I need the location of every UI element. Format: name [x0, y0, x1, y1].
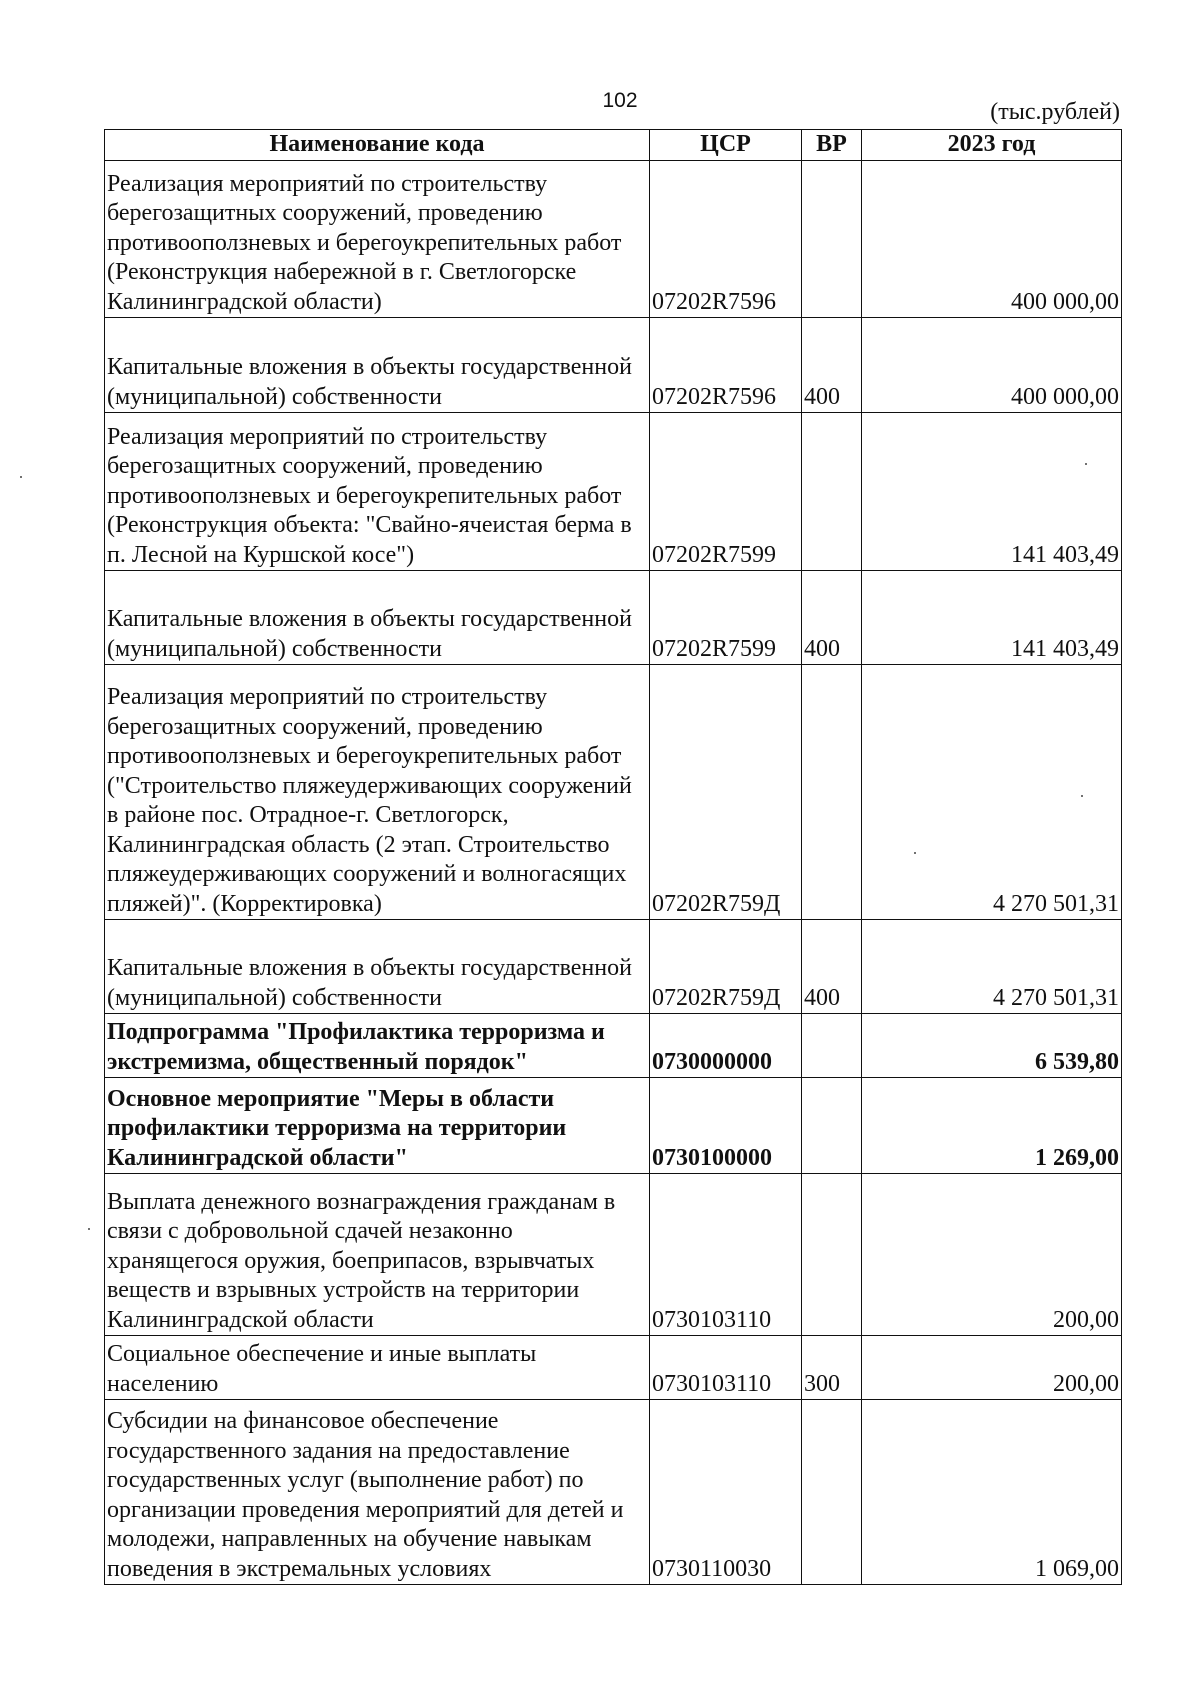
row-vr: 400 [802, 920, 862, 1014]
row-csr: 0730103110 [650, 1336, 802, 1400]
row-csr: 07202R7596 [650, 318, 802, 413]
table-row [105, 1400, 1122, 1585]
row-csr: 07202R759Д [650, 665, 802, 920]
table-header-row [105, 130, 1122, 161]
budget-table [104, 129, 1122, 1585]
row-vr: 400 [802, 571, 862, 665]
row-csr: 0730103110 [650, 1174, 802, 1336]
row-amount: 400 000,00 [862, 318, 1122, 413]
row-vr [802, 1078, 862, 1174]
row-amount: 141 403,49 [862, 571, 1122, 665]
table-row [105, 1174, 1122, 1336]
row-name: Реализация мероприятий по строительству берегозащитных сооружений, проведению противооползневых и берегоукрепительных работ (Реконструкция набережной в г. Светлогорске Калининградской области) [105, 161, 650, 318]
row-amount: 1 069,00 [862, 1400, 1122, 1585]
row-name: Капитальные вложения в объекты государственной (муниципальной) собственности [105, 571, 650, 665]
scan-speck [20, 476, 22, 478]
row-amount: 400 000,00 [862, 161, 1122, 318]
table-row [105, 413, 1122, 571]
scan-speck [1085, 463, 1087, 465]
table-row [105, 1078, 1122, 1174]
row-csr: 07202R7599 [650, 571, 802, 665]
row-amount: 4 270 501,31 [862, 665, 1122, 920]
row-vr: 300 [802, 1336, 862, 1400]
row-csr: 07202R7599 [650, 413, 802, 571]
row-vr [802, 1400, 862, 1585]
row-vr [802, 413, 862, 571]
row-csr: 07202R759Д [650, 920, 802, 1014]
table-row [105, 318, 1122, 413]
scan-speck [88, 1228, 90, 1230]
row-name: Основное мероприятие "Меры в области профилактики терроризма на территории Калининградской области" [105, 1078, 650, 1174]
header-name: Наименование кода [105, 130, 650, 161]
header-vr: ВР [802, 130, 862, 161]
row-vr: 400 [802, 318, 862, 413]
scan-speck [1081, 795, 1083, 797]
row-csr: 0730000000 [650, 1014, 802, 1078]
scan-speck [914, 852, 916, 854]
table-row [105, 1336, 1122, 1400]
row-name: Подпрограмма "Профилактика терроризма и экстремизма, общественный порядок" [105, 1014, 650, 1078]
table-row [105, 1014, 1122, 1078]
table-row [105, 920, 1122, 1014]
row-name: Субсидии на финансовое обеспечение государственного задания на предоставление государственных услуг (выполнение работ) по организации проведения мероприятий для детей и молодежи, направленных на обучение навыкам поведения в экстремальных условиях [105, 1400, 650, 1585]
row-amount: 6 539,80 [862, 1014, 1122, 1078]
row-name: Капитальные вложения в объекты государственной (муниципальной) собственности [105, 920, 650, 1014]
row-name: Реализация мероприятий по строительству берегозащитных сооружений, проведению противооползневых и берегоукрепительных работ ("Строительство пляжеудерживающих сооружений в районе пос. Отрадное-г. Светлогорск, Калининградская область (2 этап. Строительство пляжеудерживающих сооружений и волногасящих пляжей)". (Корректировка) [105, 665, 650, 920]
units-label: (тыс.рублей) [990, 99, 1120, 125]
header-year: 2023 год [862, 130, 1122, 161]
table-row [105, 161, 1122, 318]
table-row [105, 571, 1122, 665]
row-amount: 200,00 [862, 1174, 1122, 1336]
row-csr: 0730100000 [650, 1078, 802, 1174]
row-name: Социальное обеспечение и иные выплаты населению [105, 1336, 650, 1400]
page-number: 102 [602, 89, 638, 112]
table-row [105, 665, 1122, 920]
row-vr [802, 161, 862, 318]
header-csr: ЦСР [650, 130, 802, 161]
row-csr: 07202R7596 [650, 161, 802, 318]
row-amount: 141 403,49 [862, 413, 1122, 571]
row-amount: 1 269,00 [862, 1078, 1122, 1174]
row-vr [802, 1174, 862, 1336]
row-vr [802, 1014, 862, 1078]
row-name: Капитальные вложения в объекты государственной (муниципальной) собственности [105, 318, 650, 413]
row-name: Реализация мероприятий по строительству берегозащитных сооружений, проведению противооползневых и берегоукрепительных работ (Реконструкция объекта: "Свайно-ячеистая берма в п. Лесной на Куршской косе") [105, 413, 650, 571]
row-csr: 0730110030 [650, 1400, 802, 1585]
row-amount: 4 270 501,31 [862, 920, 1122, 1014]
row-name: Выплата денежного вознаграждения гражданам в связи с добровольной сдачей незаконно хранящегося оружия, боеприпасов, взрывчатых веществ и взрывных устройств на территории Калининградской области [105, 1174, 650, 1336]
row-amount: 200,00 [862, 1336, 1122, 1400]
row-vr [802, 665, 862, 920]
